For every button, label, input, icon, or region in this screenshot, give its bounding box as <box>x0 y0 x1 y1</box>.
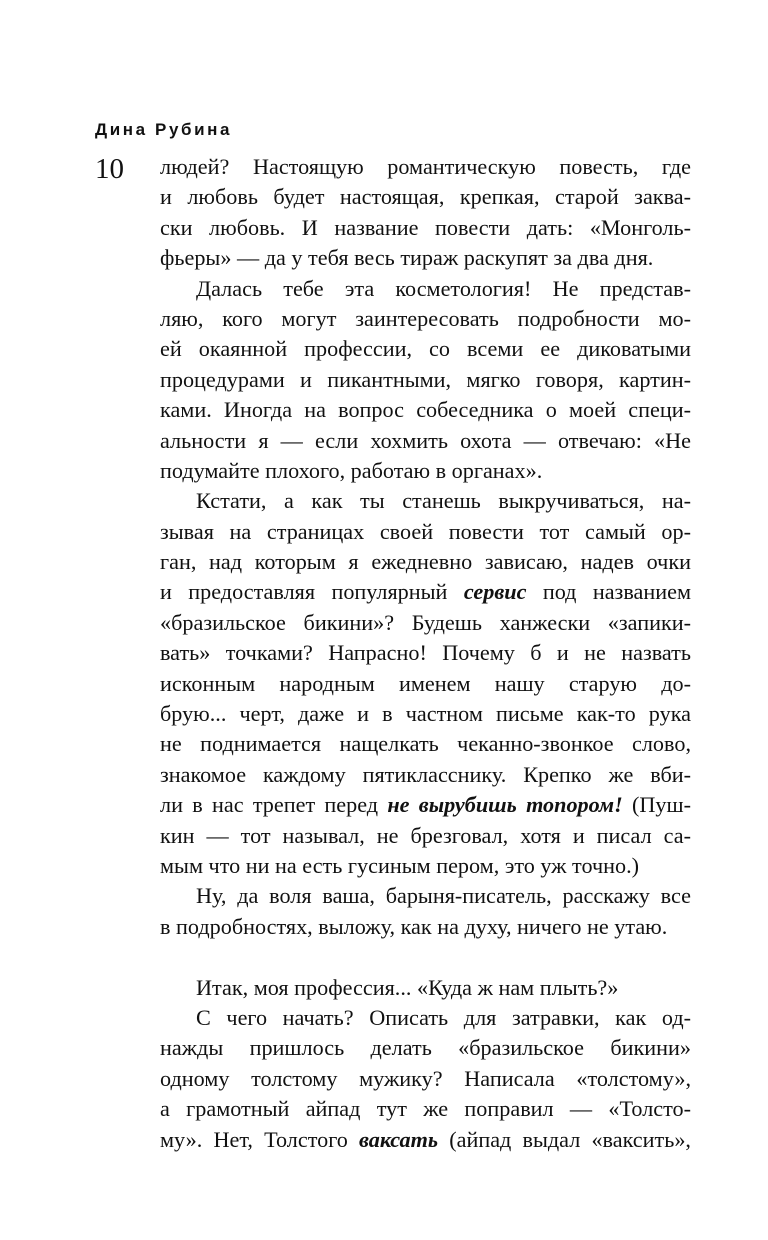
text-line: ками. Иногда на вопрос собеседника о моей специ- <box>160 397 691 423</box>
text-line: людей? Настоящую романтическую повесть, где <box>160 154 691 179</box>
text-line: брую... черт, даже и в частном письме как-то рука <box>160 701 691 727</box>
text-line: Ну, да воля ваша, барыня-писатель, расскажу все <box>196 883 691 909</box>
text-line: и любовь будет настоящая, крепкая, старой заква- <box>160 184 691 210</box>
text-line: ляю, кого могут заинтересовать подробности мо- <box>160 305 691 331</box>
text-line: фьеры» — да у тебя весь тираж раскупят за два дня. <box>160 245 654 271</box>
text-line: одному толстому мужику? Написала «толстому», <box>160 1065 691 1091</box>
text-line: процедурами и пикантными, мягко говоря, картин- <box>160 366 691 392</box>
text-line: альности я — если хохмить охота — отвечаю: «Не <box>160 427 691 453</box>
text-line <box>160 790 691 820</box>
paragraph <box>160 274 691 487</box>
text-run: (айпад выдал «ваксить», <box>438 1126 691 1152</box>
text-line: а грамотный айпад тут же поправил — «Толсто- <box>160 1096 691 1122</box>
text-run: (Пуш- <box>622 792 692 818</box>
text-line: знакомое каждому пятикласснику. Крепко же вби- <box>160 761 691 787</box>
text-run: ли в нас трепет перед <box>160 792 388 818</box>
text-line <box>160 577 691 607</box>
text-line: зывая на страницах своей повести тот самый ор- <box>160 518 691 544</box>
text-run: му». Нет, Толстого <box>160 1126 360 1152</box>
text-line: С чего начать? Описать для затравки, как од- <box>196 1004 691 1030</box>
text-line: мым что ни на есть гусиным пером, это уж точно.) <box>160 852 640 878</box>
text-line: исконным народным именем нашу старую до- <box>160 670 691 696</box>
italic-term: сервис <box>463 579 527 605</box>
text-line: ган, над которым я ежедневно зависаю, надев очки <box>160 549 691 575</box>
text-line: ски любовь. И название повести дать: «Монголь- <box>160 214 691 240</box>
paragraph <box>160 881 691 942</box>
text-line: кин — тот называл, не брезговал, хотя и писал са- <box>160 822 691 848</box>
text-line: вать» точками? Напрасно! Почему б и не назвать <box>160 640 691 666</box>
text-run: под названием <box>526 579 691 605</box>
paragraph <box>160 486 691 881</box>
italic-term: ваксать <box>359 1126 439 1152</box>
text-line: Далась тебе эта косметология! Не представ- <box>196 275 691 301</box>
body-text <box>160 152 691 1155</box>
section-break <box>160 942 691 972</box>
text-line: Кстати, а как ты станешь выкручиваться, на- <box>196 488 691 514</box>
paragraph <box>160 1003 691 1155</box>
text-run: и предоставляя популярный <box>160 579 464 605</box>
paragraph <box>160 152 691 274</box>
text-line: «бразильское бикини»? Будешь ханжески «запики- <box>160 609 691 635</box>
running-header-author: Дина Рубина <box>95 120 233 139</box>
text-line: ей окаянной профессии, со всеми ее диковатыми <box>160 336 691 362</box>
page-number: 10 <box>95 153 124 185</box>
text-line: Итак, моя профессия... «Куда ж нам плыть?» <box>196 974 619 1000</box>
text-line: не поднимается нащелкать чеканно-звонкое слово, <box>160 731 691 757</box>
text-line <box>160 1125 691 1155</box>
paragraph <box>160 973 691 1003</box>
text-line: подумайте плохого, работаю в органах». <box>160 457 543 483</box>
text-line: в подробностях, выложу, как на духу, ничего не утаю. <box>160 913 668 939</box>
text-line: нажды пришлось делать «бразильское бикини» <box>160 1035 691 1061</box>
italic-phrase: не вырубишь топором! <box>387 792 623 818</box>
